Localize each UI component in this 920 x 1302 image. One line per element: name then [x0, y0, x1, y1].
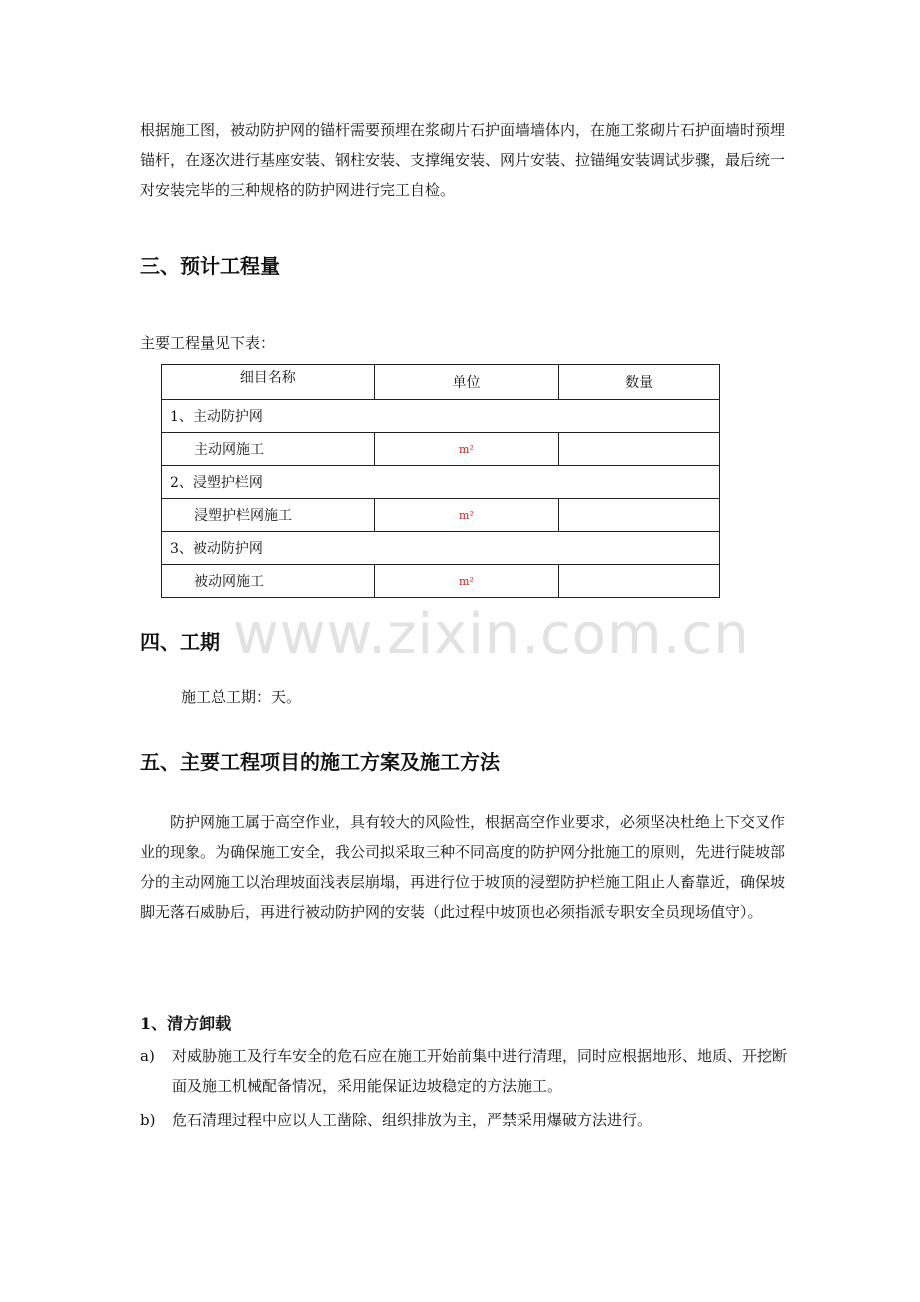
list-item-text: 对威胁施工及行车安全的危石应在施工开始前集中进行清理，同时应根据地形、地质、开挖断面及施工机械配备情况，采用能保证边坡稳定的方法施工。: [172, 1047, 788, 1095]
table-group-row: [162, 466, 720, 499]
item-quantity: [559, 433, 720, 466]
group-label: 1、主动防护网: [162, 400, 720, 433]
item-unit: m²: [374, 565, 559, 598]
item-name: 浸塑护栏网施工: [162, 499, 375, 532]
header-quantity: 数量: [559, 365, 720, 400]
list-marker: b): [140, 1111, 156, 1129]
section-5-paragraph: 防护网施工属于高空作业，具有较大的风险性，根据高空作业要求，必须坚决杜绝上下交叉作业的现象。为确保施工安全，我公司拟采取三种不同高度的防护网分批施工的原则，先进行陡坡部分的主动网施工以治理坡面浅表层崩塌，再进行位于坡顶的浸塑防护栏施工阻止人畜靠近，确保坡脚无落石威胁后，再进行被动防护网的安装（此过程中坡顶也必须指派专职安全员现场值守）。: [140, 813, 786, 921]
section-3-heading: 三、预计工程量: [140, 254, 280, 278]
item-unit: m²: [374, 499, 559, 532]
table-row: [162, 565, 720, 598]
header-unit: 单位: [374, 365, 559, 400]
list-item: [140, 1105, 790, 1135]
list-item-text: 危石清理过程中应以人工凿除、组织排放为主，严禁采用爆破方法进行。: [172, 1111, 653, 1129]
subsection-1-heading: 1、清方卸载: [140, 1014, 232, 1033]
section-5-heading: 五、主要工程项目的施工方案及施工方法: [140, 750, 500, 774]
table-header-row: [162, 365, 720, 400]
watermark: www.zixin.com.cn: [233, 602, 750, 667]
schedule-text: 施工总工期：天。: [181, 688, 302, 706]
table-row: [162, 433, 720, 466]
group-label: 3、被动防护网: [162, 532, 720, 565]
item-unit: m²: [374, 433, 559, 466]
item-quantity: [559, 499, 720, 532]
item-name: 主动网施工: [162, 433, 375, 466]
group-label: 2、浸塑护栏网: [162, 466, 720, 499]
quantity-table: [161, 364, 720, 598]
table-group-row: [162, 532, 720, 565]
item-name: 被动网施工: [162, 565, 375, 598]
list-item: [140, 1041, 790, 1101]
header-item-name: 细目名称: [162, 365, 375, 400]
table-caption: 主要工程量见下表：: [140, 334, 276, 352]
intro-paragraph: 根据施工图，被动防护网的锚杆需要预埋在浆砌片石护面墙墙体内，在施工浆砌片石护面墙时预埋锚杆，在逐次进行基座安装、钢柱安装、支撑绳安装、网片安装、拉锚绳安装调试步骤，最后统一对安装完毕的三种规格的防护网进行完工自检。: [140, 121, 786, 199]
section-4-heading: 四、工期: [140, 630, 220, 654]
table-row: [162, 499, 720, 532]
list-marker: a): [140, 1047, 155, 1065]
table-group-row: [162, 400, 720, 433]
item-quantity: [559, 565, 720, 598]
